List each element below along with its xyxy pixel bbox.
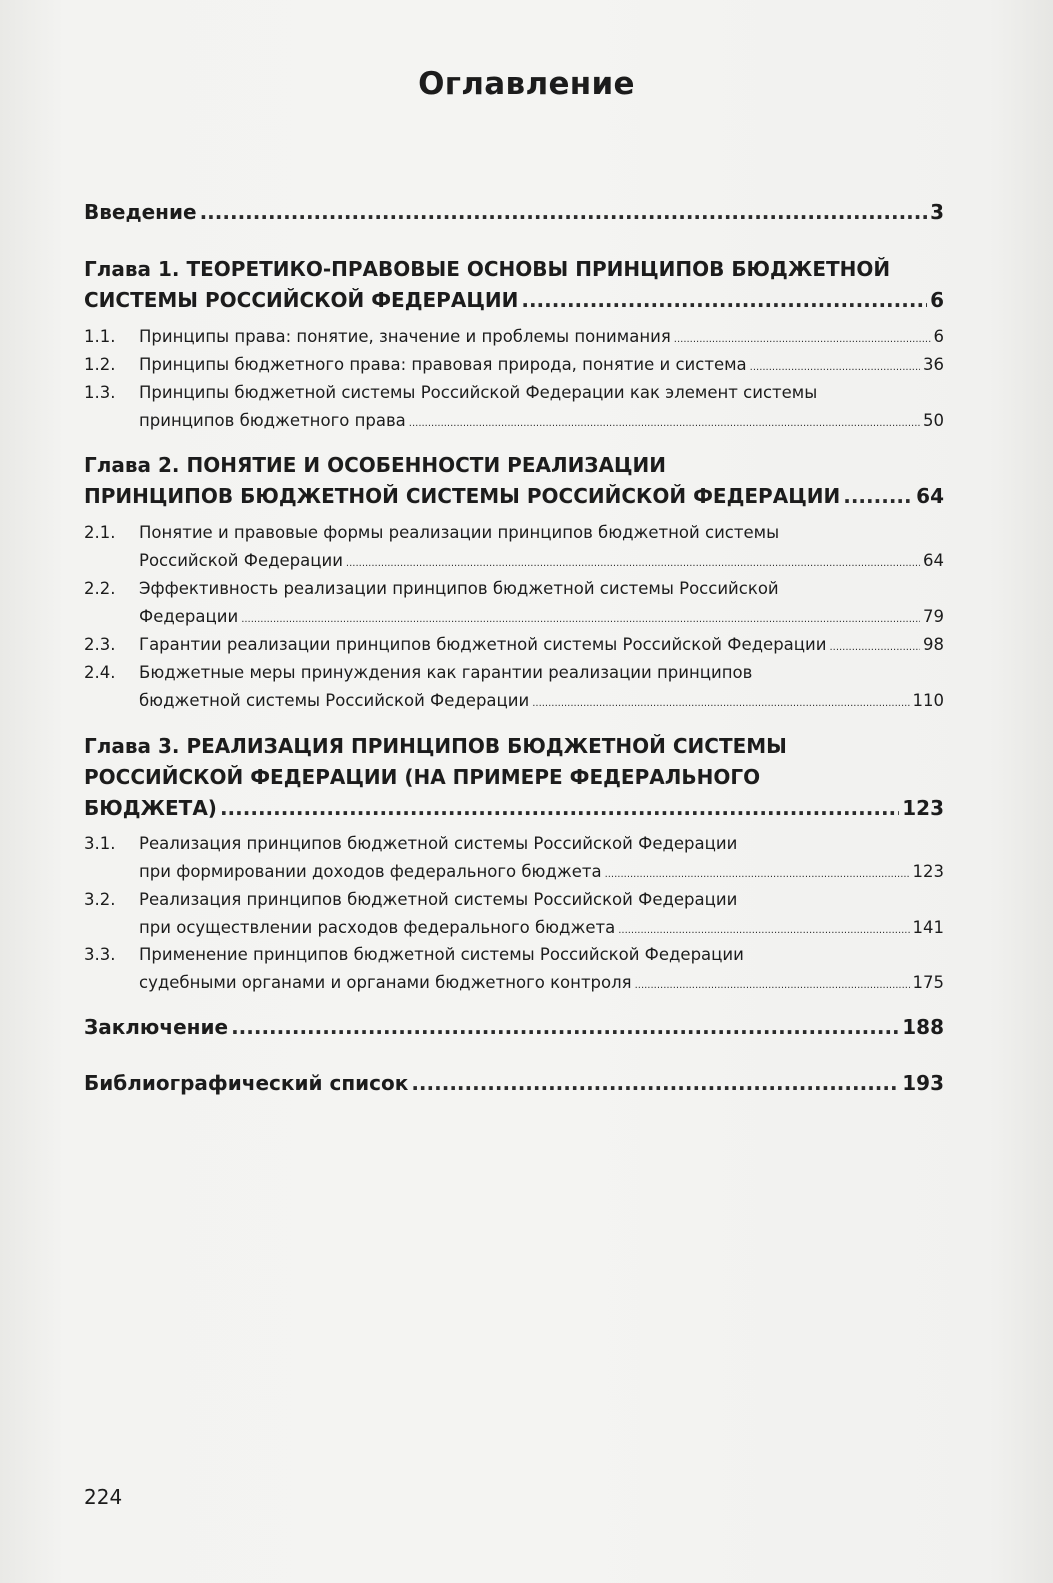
toc-entry-title: принципов бюджетного права — [139, 411, 406, 430]
toc-entry-title: Принципы права: понятие, значение и проблемы понимания — [139, 327, 671, 346]
toc-page-number: 6 — [933, 327, 944, 346]
toc-chapter-2-line-2[interactable] — [84, 484, 944, 508]
toc-entry-title: Понятие и правовые формы реализации принципов бюджетной системы — [139, 523, 780, 542]
toc-section-3-3-line-2[interactable] — [84, 973, 944, 992]
toc-section-2-4-line-1[interactable] — [84, 663, 944, 682]
page-number: 224 — [84, 1485, 123, 1509]
section-number: 3.1. — [84, 834, 116, 853]
dot-leader — [231, 1015, 899, 1039]
toc-section-2-1-line-2[interactable] — [84, 551, 944, 570]
toc-page-number: 36 — [923, 355, 944, 374]
dot-leader — [411, 1071, 899, 1095]
toc-page-number: 98 — [923, 635, 944, 654]
toc-chapter-1-line-1[interactable] — [84, 257, 944, 281]
toc-entry-title: Принципы бюджетного права: правовая природа, понятие и система — [139, 355, 747, 374]
toc-section-2-1-line-1[interactable] — [84, 523, 944, 542]
section-number: 1.1. — [84, 327, 116, 346]
toc-page-number: 110 — [912, 691, 944, 710]
dot-leader — [241, 614, 920, 625]
toc-entry-title: Глава 2. ПОНЯТИЕ И ОСОБЕННОСТИ РЕАЛИЗАЦИИ — [84, 453, 667, 477]
toc-section-2-2-line-2[interactable] — [84, 607, 944, 626]
section-number: 2.2. — [84, 579, 116, 598]
toc-entry-title: бюджетной системы Российской Федерации — [139, 691, 530, 710]
toc-section-3-1-line-2[interactable] — [84, 862, 944, 881]
section-number: 1.3. — [84, 383, 116, 402]
toc-entry-title: при формировании доходов федерального бюджета — [139, 862, 602, 881]
section-number: 2.3. — [84, 635, 116, 654]
toc-entry-title: Бюджетные меры принуждения как гарантии реализации принципов — [139, 663, 753, 682]
section-number: 3.2. — [84, 890, 116, 909]
toc-chapter-3-line-3[interactable] — [84, 796, 944, 820]
section-number: 2.1. — [84, 523, 116, 542]
dot-leader — [220, 796, 899, 820]
toc-page-number: 123 — [902, 796, 944, 820]
section-number: 1.2. — [84, 355, 116, 374]
toc-section-1-2[interactable] — [84, 355, 944, 374]
toc-entry-title: Эффективность реализации принципов бюджетной системы Российской — [139, 579, 779, 598]
dot-leader — [200, 200, 928, 224]
toc-entry-title: судебными органами и органами бюджетного контроля — [139, 973, 632, 992]
dot-leader — [532, 698, 909, 709]
toc-entry-title: Российской Федерации — [139, 551, 343, 570]
toc-section-3-2-line-1[interactable] — [84, 890, 944, 909]
toc-section-3-1-line-1[interactable] — [84, 834, 944, 853]
toc-page-number: 175 — [912, 973, 944, 992]
toc-entry-title: Реализация принципов бюджетной системы Российской Федерации — [139, 890, 738, 909]
toc-page-number: 6 — [930, 288, 944, 312]
toc-page-number: 141 — [912, 918, 944, 937]
toc-page-number: 64 — [916, 484, 944, 508]
toc-entry-bibliography[interactable] — [84, 1071, 944, 1095]
toc-entry-title: Библиографический список — [84, 1071, 409, 1095]
dot-leader — [635, 980, 910, 991]
toc-entry-conclusion[interactable] — [84, 1015, 944, 1039]
toc-entry-title: Гарантии реализации принципов бюджетной системы Российской Федерации — [139, 635, 827, 654]
dot-leader — [521, 288, 927, 312]
toc-section-2-3[interactable] — [84, 635, 944, 654]
toc-section-1-1[interactable] — [84, 327, 944, 346]
toc-section-2-4-line-2[interactable] — [84, 691, 944, 710]
dot-leader — [346, 558, 920, 569]
toc-entry-title: БЮДЖЕТА) — [84, 796, 217, 820]
toc-page-number: 193 — [902, 1071, 944, 1095]
section-number: 3.3. — [84, 945, 116, 964]
toc-entry-title: ПРИНЦИПОВ БЮДЖЕТНОЙ СИСТЕМЫ РОССИЙСКОЙ ФЕДЕРАЦИИ — [84, 484, 841, 508]
toc-page-number: 50 — [923, 411, 944, 430]
toc-entry-title: Реализация принципов бюджетной системы Российской Федерации — [139, 834, 738, 853]
toc-page-number: 188 — [902, 1015, 944, 1039]
dot-leader — [750, 362, 920, 373]
dot-leader — [674, 334, 931, 345]
toc-page-number: 123 — [912, 862, 944, 881]
toc-chapter-3-line-2[interactable] — [84, 765, 944, 789]
page-title: Оглавление — [418, 66, 635, 102]
dot-leader — [829, 642, 920, 653]
toc-chapter-2-line-1[interactable] — [84, 453, 944, 477]
dot-leader — [605, 869, 910, 880]
toc-chapter-1-line-2[interactable] — [84, 288, 944, 312]
toc-section-2-2-line-1[interactable] — [84, 579, 944, 598]
dot-leader — [843, 484, 913, 508]
toc-entry-title: Принципы бюджетной системы Российской Федерации как элемент системы — [139, 383, 818, 402]
toc-entry-title: Применение принципов бюджетной системы Российской Федерации — [139, 945, 744, 964]
section-number: 2.4. — [84, 663, 116, 682]
toc-page-number: 3 — [930, 200, 944, 224]
toc-entry-introduction[interactable] — [84, 200, 944, 224]
toc-entry-title: РОССИЙСКОЙ ФЕДЕРАЦИИ (НА ПРИМЕРЕ ФЕДЕРАЛЬНОГО — [84, 765, 761, 789]
toc-entry-title: СИСТЕМЫ РОССИЙСКОЙ ФЕДЕРАЦИИ — [84, 288, 519, 312]
dot-leader — [409, 418, 920, 429]
dot-leader — [618, 925, 909, 936]
toc-entry-title: Федерации — [139, 607, 239, 626]
toc-section-3-2-line-2[interactable] — [84, 918, 944, 937]
toc-entry-title: Введение — [84, 200, 197, 224]
toc-entry-title: Глава 3. РЕАЛИЗАЦИЯ ПРИНЦИПОВ БЮДЖЕТНОЙ СИСТЕМЫ — [84, 734, 787, 758]
toc-section-1-3-line-2[interactable] — [84, 411, 944, 430]
toc-entry-title: при осуществлении расходов федерального бюджета — [139, 918, 616, 937]
toc-section-1-3-line-1[interactable] — [84, 383, 944, 402]
toc-page-number: 64 — [923, 551, 944, 570]
toc-entry-title: Глава 1. ТЕОРЕТИКО-ПРАВОВЫЕ ОСНОВЫ ПРИНЦИПОВ БЮДЖЕТНОЙ — [84, 257, 891, 281]
toc-page-number: 79 — [923, 607, 944, 626]
toc-chapter-3-line-1[interactable] — [84, 734, 944, 758]
toc-entry-title: Заключение — [84, 1015, 229, 1039]
toc-section-3-3-line-1[interactable] — [84, 945, 944, 964]
